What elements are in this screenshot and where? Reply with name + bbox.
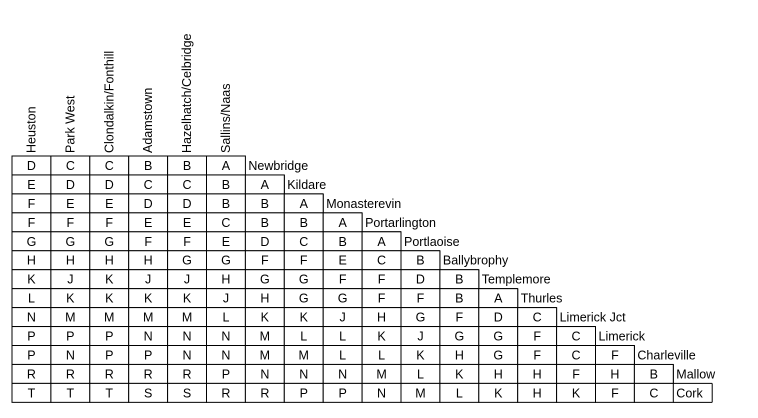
fare-cell-value: A [338, 215, 347, 230]
fare-cell-value: E [338, 253, 347, 268]
fare-cell-value: E [66, 196, 75, 211]
fare-cell-value: B [143, 158, 153, 173]
fare-cell-value: P [27, 348, 36, 363]
fare-cell-value: L [222, 310, 230, 325]
column-header: Heuston [24, 106, 39, 153]
fare-cell-value: F [455, 310, 464, 325]
column-headers [24, 33, 233, 153]
fare-cell-value: C [649, 386, 659, 401]
fare-cell-value: L [378, 348, 386, 363]
column-header: Clondalkin/Fonthill [102, 50, 117, 153]
fare-cell-value: H [532, 367, 542, 382]
fare-cell-value: C [221, 215, 231, 230]
fare-cell-value: F [533, 348, 541, 363]
station-label: Limerick Jct [559, 310, 626, 325]
fare-cell-value: M [65, 310, 76, 325]
fare-cell-value: K [571, 386, 581, 401]
fare-cell-value: F [377, 291, 386, 306]
fare-cell-value: N [143, 329, 153, 344]
fare-cell-value: R [260, 386, 270, 401]
fare-cell-value: C [65, 158, 75, 173]
station-label: Ballybrophy [442, 253, 509, 268]
fare-cell-value: F [27, 215, 36, 230]
fare-cell-value: P [27, 329, 36, 344]
fare-cell-value: H [221, 272, 231, 287]
fare-cell-value: G [221, 253, 231, 268]
fare-cell-value: J [145, 272, 152, 287]
station-label: Charleville [637, 348, 696, 363]
fare-cell-value: L [300, 329, 308, 344]
column-header: Sallins/Naas [218, 83, 233, 153]
fare-cell-value: E [182, 215, 192, 230]
fare-cell-value: R [26, 367, 36, 382]
fare-cell-value: C [377, 253, 387, 268]
fare-cell-value: K [66, 291, 75, 306]
fare-cell-value: F [27, 196, 36, 211]
fare-cell-value: K [377, 329, 386, 344]
fare-cell-value: P [143, 348, 153, 363]
fare-cell-value: K [182, 291, 192, 306]
fare-cell-value: A [299, 196, 308, 211]
fare-cell-value: G [415, 310, 426, 325]
fare-cell-value: B [260, 196, 270, 211]
fare-cell-value: B [338, 234, 347, 249]
fare-cell-value: M [415, 386, 426, 401]
fare-cell-value: M [104, 310, 115, 325]
fare-cell-value: D [260, 234, 270, 249]
fare-cell-value: D [26, 158, 36, 173]
fare-cell-value: T [66, 386, 75, 401]
fare-cell-value: N [221, 348, 231, 363]
fare-cell-value: C [571, 348, 581, 363]
fare-cell-value: H [493, 367, 503, 382]
fare-cell-value: C [299, 234, 309, 249]
fare-cell-value: E [221, 234, 231, 249]
table-row [12, 383, 712, 402]
fare-cell-value: F [611, 348, 619, 363]
fare-cell-value: N [299, 367, 309, 382]
fare-cell-value: G [298, 291, 309, 306]
fare-cell-value: J [222, 291, 230, 306]
fare-cell-value: F [572, 367, 580, 382]
fare-cell-value: J [67, 272, 74, 287]
fare-cell-value: G [104, 234, 115, 249]
fare-cell-value: R [221, 386, 231, 401]
fare-cell-value: L [416, 367, 424, 382]
fare-cell-value: C [182, 177, 192, 192]
fare-cell-value: G [493, 348, 504, 363]
fare-cell-value: A [494, 291, 503, 306]
fare-cell-value: M [259, 348, 271, 363]
fare-cell-value: P [105, 348, 114, 363]
fare-cell-value: D [493, 310, 503, 325]
fare-cell-value: M [181, 310, 193, 325]
fare-cell-value: D [104, 177, 114, 192]
fare-cell-value: C [571, 329, 581, 344]
station-label: Monasterevin [326, 196, 402, 211]
fare-cell-value: P [338, 386, 347, 401]
fare-cell-value: G [493, 329, 504, 344]
fare-cell-value: L [339, 329, 347, 344]
fare-cell-value: D [182, 196, 192, 211]
fare-cell-value: N [338, 367, 348, 382]
fare-cell-value: H [26, 253, 36, 268]
fare-cell-value: G [337, 291, 348, 306]
fare-cell-value: N [182, 329, 192, 344]
fare-cell-value: K [105, 291, 114, 306]
station-label: Kildare [287, 177, 327, 192]
fare-cell-value: G [259, 272, 270, 287]
fare-cell-value: M [298, 348, 309, 363]
fare-cell-value: D [415, 272, 425, 287]
fare-cell-value: N [221, 329, 231, 344]
column-header: Adamstown [141, 87, 156, 153]
fare-cell-value: L [455, 386, 463, 401]
fare-cell-value: P [66, 329, 75, 344]
station-label: Templemore [481, 272, 551, 287]
column-header: Park West [63, 95, 78, 153]
fare-cell-value: K [105, 272, 114, 287]
fare-cell-value: M [259, 329, 271, 344]
fare-cell-value: K [260, 310, 270, 325]
fare-cell-value: B [649, 367, 659, 382]
fare-cell-value: F [416, 291, 425, 306]
station-label: Portarlington [365, 215, 436, 230]
fare-cell-value: P [221, 367, 231, 382]
fare-cell-value: B [221, 196, 231, 211]
station-label: Limerick [598, 329, 646, 344]
fare-cell-value: G [26, 234, 37, 249]
fare-cell-value: C [532, 310, 542, 325]
fare-cell-value: G [182, 253, 192, 268]
fare-cell-value: J [183, 272, 191, 287]
fare-cell-value: D [65, 177, 75, 192]
fare-cell-value: B [299, 215, 308, 230]
fare-cell-value: B [416, 253, 425, 268]
fare-cell-value: N [182, 348, 192, 363]
station-label: Cork [676, 386, 703, 401]
fare-cell-value: B [455, 272, 464, 287]
fare-cell-value: K [299, 310, 308, 325]
fare-grid [12, 156, 716, 402]
fare-cell-value: C [104, 158, 114, 173]
fare-cell-value: M [142, 310, 154, 325]
fare-cell-value: K [455, 367, 464, 382]
fare-cell-value: F [377, 272, 386, 287]
fare-cell-value: P [105, 329, 114, 344]
fare-cell-value: M [376, 367, 387, 382]
fare-cell-value: C [143, 177, 153, 192]
station-label: Thurles [520, 291, 563, 306]
fare-cell-value: F [261, 253, 269, 268]
fare-cell-value: N [26, 310, 36, 325]
fare-cell-value: S [182, 386, 192, 401]
fare-cell-value: A [221, 158, 231, 173]
fare-cell-value: A [377, 234, 386, 249]
fare-cell-value: K [494, 386, 503, 401]
fare-cell-value: P [299, 386, 308, 401]
fare-cell-value: F [611, 386, 619, 401]
fare-cell-value: A [260, 177, 270, 192]
fare-cell-value: F [144, 234, 152, 249]
fare-cell-value: B [182, 158, 192, 173]
fare-cell-value: B [455, 291, 464, 306]
fare-cell-value: E [143, 215, 153, 230]
fare-cell-value: F [105, 215, 114, 230]
fare-cell-value: F [299, 253, 308, 268]
fare-cell-value: H [454, 348, 464, 363]
fare-cell-value: F [533, 329, 541, 344]
station-label: Mallow [676, 367, 716, 382]
fare-cell-value: R [104, 367, 114, 382]
fare-cell-value: D [143, 196, 153, 211]
fare-cell-value: G [298, 272, 309, 287]
fare-cell-value: N [65, 348, 75, 363]
fare-cell-value: S [143, 386, 153, 401]
fare-cell-value: L [27, 291, 35, 306]
fare-cell-value: N [377, 386, 387, 401]
fare-cell-value: J [417, 329, 424, 344]
fare-cell-value: N [260, 367, 270, 382]
station-label: Portlaoise [404, 234, 460, 249]
fare-cell-value: K [416, 348, 425, 363]
fare-cell-value: T [27, 386, 36, 401]
fare-cell-value: F [338, 272, 347, 287]
fare-cell-value: H [104, 253, 114, 268]
station-label: Newbridge [248, 158, 309, 173]
column-header: Hazelhatch/Celbridge [180, 33, 195, 153]
fare-cell-value: H [610, 367, 620, 382]
fare-cell-value: G [454, 329, 465, 344]
fare-cell-value: R [182, 367, 192, 382]
fare-cell-value: H [260, 291, 270, 306]
fare-cell-value: H [377, 310, 387, 325]
fare-cell-value: F [66, 215, 75, 230]
fare-cell-value: R [143, 367, 153, 382]
fare-cell-value: R [65, 367, 75, 382]
fare-cell-value: B [260, 215, 270, 230]
fare-cell-value: G [65, 234, 76, 249]
fare-cell-value: H [532, 386, 542, 401]
fare-cell-value: E [27, 177, 36, 192]
fare-cell-value: K [143, 291, 153, 306]
fare-cell-value: L [339, 348, 347, 363]
fare-cell-value: H [143, 253, 153, 268]
fare-cell-value: B [221, 177, 231, 192]
fare-cell-value: H [65, 253, 75, 268]
fare-cell-value: E [105, 196, 114, 211]
fare-cell-value: T [105, 386, 114, 401]
fare-cell-value: F [183, 234, 191, 249]
fare-cell-value: J [339, 310, 346, 325]
fare-cell-value: K [27, 272, 36, 287]
